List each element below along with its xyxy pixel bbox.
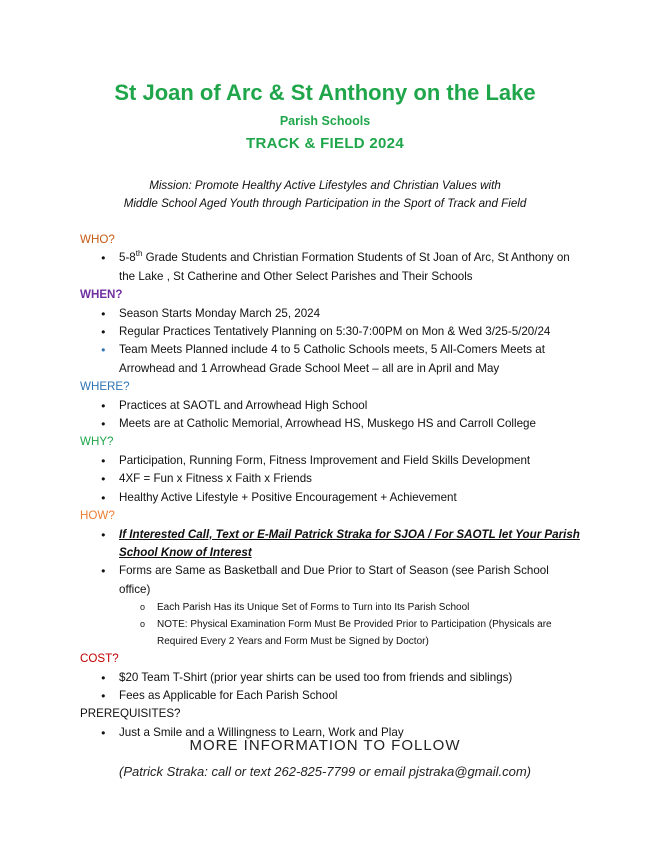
event-title: TRACK & FIELD 2024: [246, 135, 404, 152]
sub-list-item: o Each Parish Has its Unique Set of Forms to Turn into Its Parish School: [119, 599, 580, 616]
info-sections: [80, 231, 580, 742]
list-item: ● Just a Smile and a Willingness to Learn, Work and Play: [80, 724, 580, 742]
list-item: ● Participation, Running Form, Fitness Improvement and Field Skills Development: [80, 452, 580, 470]
forms-text: Forms are Same as Basketball and Due Prior to Start of Season (see Parish School office): [119, 564, 549, 596]
page-title: St Joan of Arc & St Anthony on the Lake: [114, 80, 536, 105]
sub-list-item: o NOTE: Physical Examination Form Must Be Provided Prior to Participation (Physicals are Required Every 2 Years and Form Must be Signed by Doctor): [119, 616, 580, 650]
prerequisites-heading: PREREQUISITES?: [80, 707, 181, 721]
list-item: ● Healthy Active Lifestyle + Positive Encouragement + Achievement: [80, 489, 580, 507]
who-description: Grade Students and Christian Formation Students of St Joan of Arc, St Anthony on the Lake , St Catherine and Other Select Parishes and Their Schools: [119, 251, 570, 283]
when-list: [80, 305, 580, 379]
page-subtitle: Parish Schools: [279, 114, 371, 128]
why-heading: WHY?: [80, 435, 114, 449]
list-item: ● Regular Practices Tentatively Planning on 5:30-7:00PM on Mon & Wed 3/25-5/20/24: [80, 323, 580, 341]
mission-statement: [0, 177, 650, 213]
cost-heading: COST?: [80, 652, 119, 666]
list-item: [80, 249, 580, 286]
list-item: ● If Interested Call, Text or E-Mail Patrick Straka for SJOA / For SAOTL let Your Parish School Know of Interest: [80, 526, 580, 563]
contact-line: (Patrick Straka: call or text 262-825-7799 or email pjstraka@gmail.com): [118, 764, 532, 779]
how-heading: HOW?: [80, 509, 115, 523]
list-item: ● $20 Team T-Shirt (prior year shirts can be used too from friends and siblings): [80, 669, 580, 687]
list-item: ● Fees as Applicable for Each Parish School: [80, 687, 580, 705]
when-heading: WHEN?: [80, 288, 123, 302]
where-heading: WHERE?: [80, 380, 130, 394]
mission-line-2: Middle School Aged Youth through Participation in the Sport of Track and Field: [123, 197, 527, 210]
list-item: ● Meets are at Catholic Memorial, Arrowhead HS, Muskego HS and Carroll College: [80, 415, 580, 433]
mission-line-1: Mission: Promote Healthy Active Lifestyles and Christian Values with: [149, 179, 501, 192]
who-heading: WHO?: [80, 233, 115, 246]
how-list: [80, 526, 580, 651]
list-item: [80, 562, 580, 650]
where-list: [80, 397, 580, 434]
who-grade-suffix: th: [135, 249, 143, 259]
list-item: ● Season Starts Monday March 25, 2024: [80, 305, 580, 323]
why-list: [80, 452, 580, 507]
list-item: ● 4XF = Fun x Fitness x Faith x Friends: [80, 470, 580, 488]
more-info-banner: MORE INFORMATION TO FOLLOW: [189, 737, 461, 754]
who-grade-range: 5-8: [119, 251, 136, 265]
who-list: [80, 249, 580, 286]
list-item: ● Team Meets Planned include 4 to 5 Catholic Schools meets, 5 All-Comers Meets at Arrowhead and 1 Arrowhead Grade School Meet – all are in April and May: [80, 341, 580, 378]
list-item: ● Practices at SAOTL and Arrowhead High School: [80, 397, 580, 415]
how-sublist: [119, 599, 580, 650]
cost-list: [80, 669, 580, 706]
